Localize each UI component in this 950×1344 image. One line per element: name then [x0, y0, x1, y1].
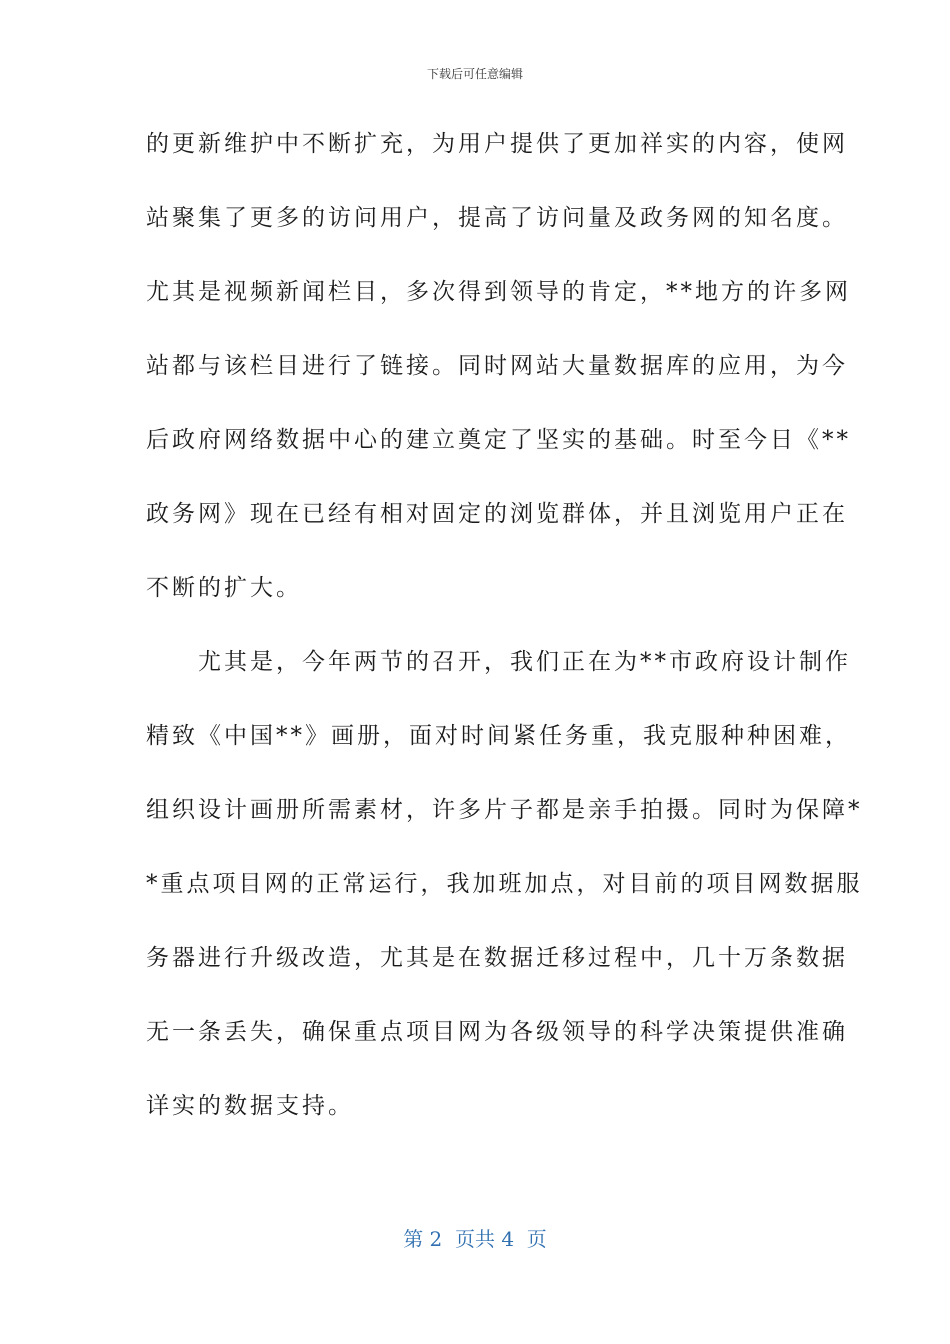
text-line: 精致《中国**》画册，面对时间紧任务重，我克服种种困难， — [146, 723, 851, 749]
text-line: 的更新维护中不断扩充，为用户提供了更加祥实的内容，使网 — [146, 131, 848, 157]
text-line: 无一条丢失，确保重点项目网为各级领导的科学决策提供准确 — [146, 1019, 848, 1045]
text-line: 务器进行升级改造，尤其是在数据迁移过程中，几十万条数据 — [146, 945, 848, 971]
text-line: 后政府网络数据中心的建立奠定了坚实的基础。时至今日《** — [146, 427, 851, 453]
text-line: 不断的扩大。 — [146, 575, 302, 601]
text-line: *重点项目网的正常运行，我加班加点，对目前的项目网数据服 — [146, 871, 863, 897]
text-line: 组织设计画册所需素材，许多片子都是亲手拍摄。同时为保障* — [146, 797, 863, 823]
text-line: 站都与该栏目进行了链接。同时网站大量数据库的应用，为今 — [146, 353, 848, 379]
document-body — [146, 126, 863, 1162]
text-line: 政务网》现在已经有相对固定的浏览群体，并且浏览用户正在 — [146, 501, 848, 527]
page-header: 下载后可任意编辑 — [426, 67, 523, 81]
page-number-footer: 第 2 页共 4 页 — [403, 1227, 547, 1251]
text-line: 详实的数据支持。 — [146, 1093, 354, 1119]
text-line: 站聚集了更多的访问用户，提高了访问量及政务网的知名度。 — [146, 205, 848, 231]
text-line: 尤其是视频新闻栏目，多次得到领导的肯定，**地方的许多网 — [146, 279, 851, 305]
text-line: 尤其是，今年两节的召开，我们正在为**市政府设计制作 — [146, 649, 851, 675]
